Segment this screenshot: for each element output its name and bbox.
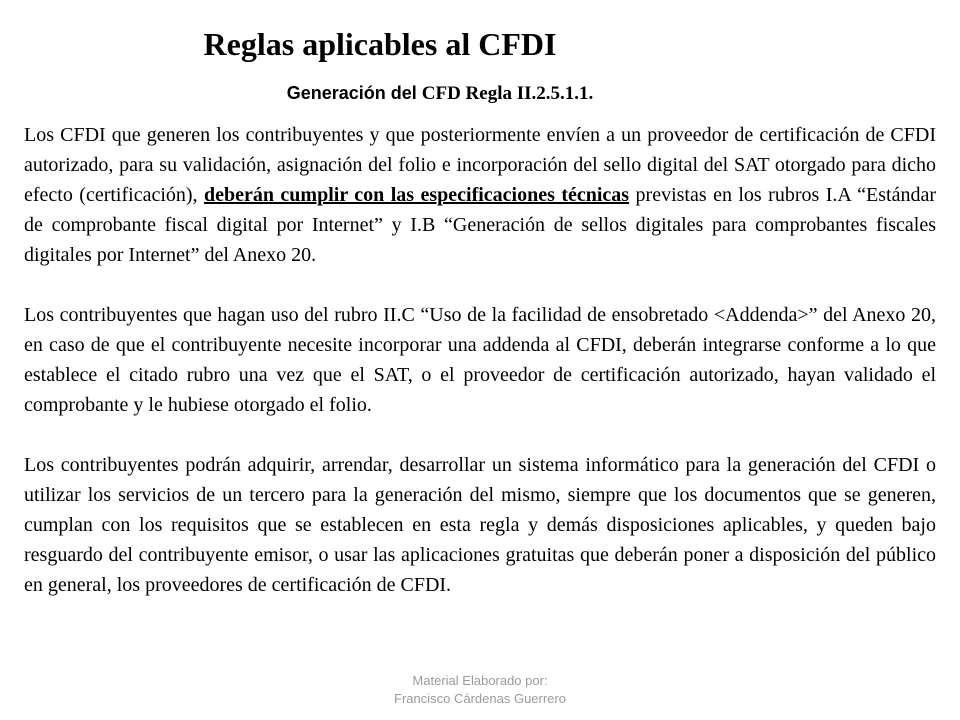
paragraph-1	[24, 120, 936, 270]
rule-body	[24, 120, 936, 600]
author-credit	[0, 672, 960, 708]
page-title: Reglas aplicables al CFDI	[203, 26, 557, 62]
paragraph-1-before: Los CFDI que generen los contribuyentes y que posteriormente envíen a un proveedor de certificación de CFDI autorizado, para su validación, asignación del folio e incorporación del sello digital del SAT otorgado para dicho efecto (certificación),	[24, 124, 936, 206]
subtitle-rule: CFD Regla II.2.5.1.1.	[421, 83, 594, 104]
author-credit-line-2: Francisco Cárdenas Guerrero	[394, 691, 566, 706]
page-subtitle	[0, 80, 880, 107]
author-credit-line-1: Material Elaborado por:	[412, 673, 548, 688]
paragraph-1-after: previstas en los rubros I.A “Estándar de comprobante fiscal digital por Internet” y I.B “Generación de sellos digitales para comprobantes fiscales digitales por Internet” del Anexo 20.	[24, 184, 936, 266]
subtitle-prefix: Generación del	[286, 83, 422, 103]
paragraph-3: Los contribuyentes podrán adquirir, arrendar, desarrollar un sistema informático para la generación del CFDI o utilizar los servicios de un tercero para la generación del mismo, siempre que los documentos que se generen, cumplan con los requisitos que se establecen en esta regla y demás disposiciones aplicables, y queden bajo resguardo del contribuyente emisor, o usar las aplicaciones gratuitas que deberán poner a disposición del público en general, los proveedores de certificación de CFDI.	[24, 454, 936, 596]
paragraph-2: Los contribuyentes que hagan uso del rubro II.C “Uso de la facilidad de ensobretado <Addenda>” del Anexo 20, en caso de que el contribuyente necesite incorporar una addenda al CFDI, deberán integrarse conforme a lo que establece el citado rubro una vez que el SAT, o el proveedor de certificación autorizado, hayan validado el comprobante y le hubiese otorgado el folio.	[24, 304, 936, 416]
paragraph-1-emphasis: deberán cumplir con las especificaciones técnicas	[203, 184, 630, 206]
